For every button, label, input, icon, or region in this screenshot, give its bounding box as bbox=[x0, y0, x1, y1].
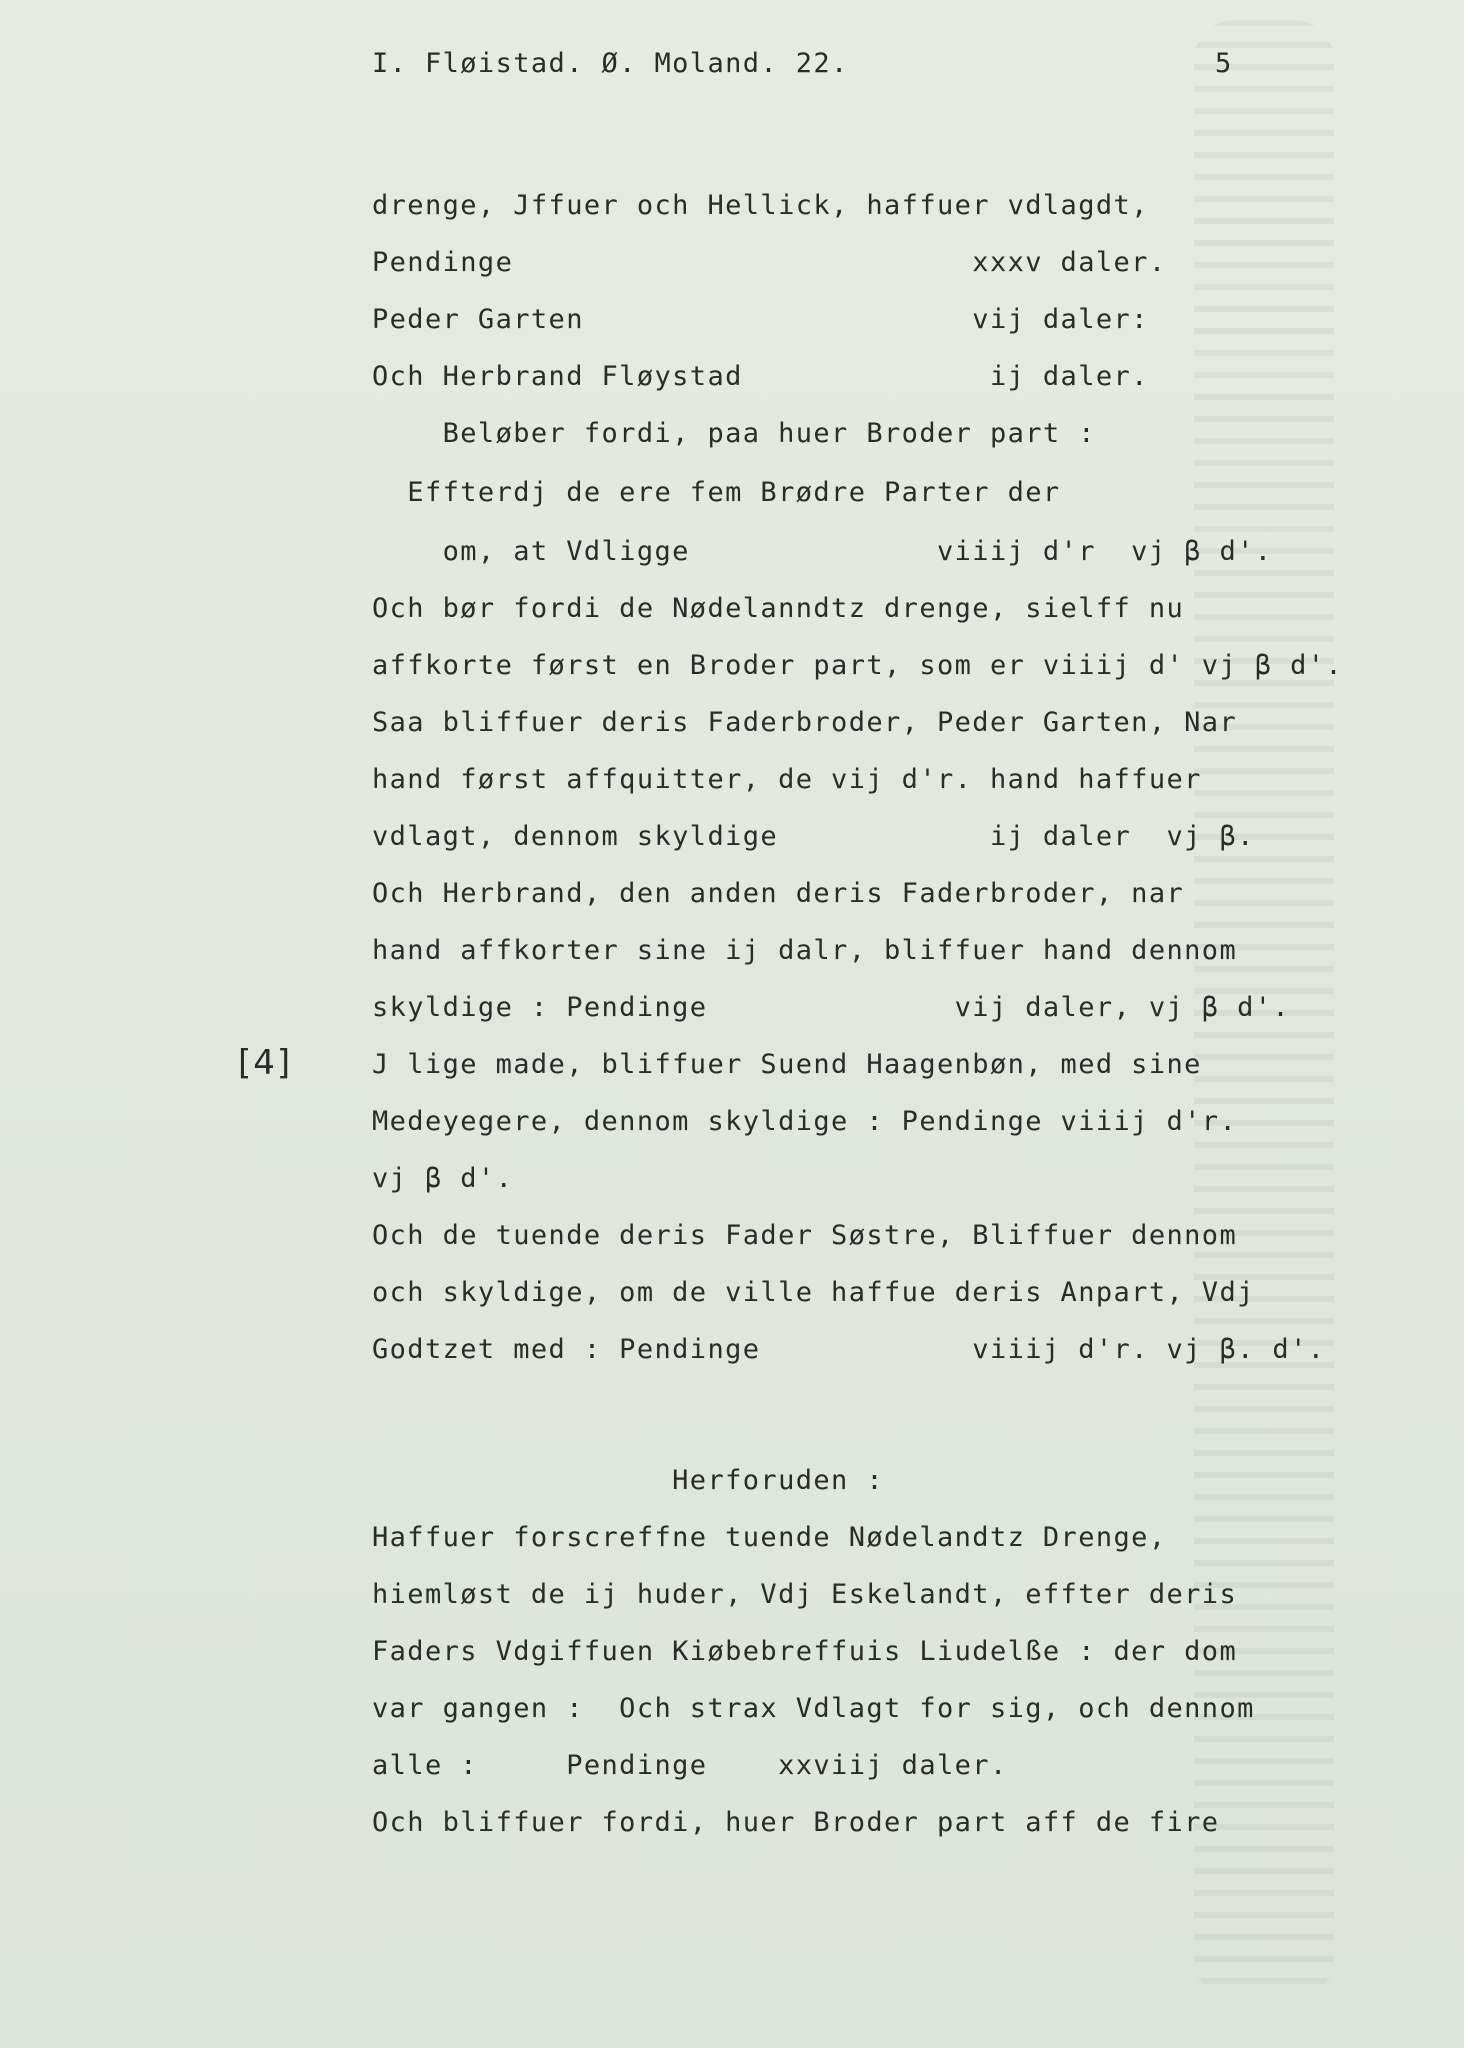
text-line: Godtzet med : Pendinge viiij d'r. vj β. d'. bbox=[372, 1334, 1326, 1365]
text-line: Faders Vdgiffuen Kiøbebreffuis Liudelße : der dom bbox=[372, 1636, 1238, 1667]
text-line: skyldige : Pendinge vij daler, vj β d'. bbox=[372, 992, 1291, 1023]
text-line: Och Herbrand Fløystad ij daler. bbox=[372, 361, 1149, 392]
text-line: hand først affquitter, de vij d'r. hand haffuer bbox=[372, 764, 1202, 795]
text-line: drenge, Jffuer och Hellick, haffuer vdlagdt, bbox=[372, 190, 1149, 221]
text-line: Saa bliffuer deris Faderbroder, Peder Garten, Nar bbox=[372, 707, 1238, 738]
text-line: och skyldige, om de ville haffue deris Anpart, Vdj bbox=[372, 1277, 1255, 1308]
text-line: Haffuer forscreffne tuende Nødelandtz Drenge, bbox=[372, 1522, 1167, 1553]
text-line: affkorte først en Broder part, som er viiij d' vj β d'. bbox=[372, 650, 1344, 681]
text-line: vdlagt, dennom skyldige ij daler vj β. bbox=[372, 821, 1255, 852]
text-line: vj β d'. bbox=[372, 1163, 514, 1194]
text-line: Peder Garten vij daler: bbox=[372, 304, 1149, 335]
text-line: Effterdj de ere fem Brødre Parter der bbox=[372, 477, 1061, 508]
text-line: hand affkorter sine ij dalr, bliffuer hand dennom bbox=[372, 935, 1238, 966]
text-line: Och de tuende deris Fader Søstre, Bliffuer dennom bbox=[372, 1220, 1238, 1251]
text-line: Och bliffuer fordi, huer Broder part aff de fire bbox=[372, 1807, 1220, 1838]
page-number: 5 bbox=[1215, 48, 1233, 79]
text-line: Pendinge xxxv daler. bbox=[372, 247, 1167, 278]
page-header-title: I. Fløistad. Ø. Moland. 22. bbox=[372, 48, 849, 79]
text-line: alle : Pendinge xxviij daler. bbox=[372, 1750, 1008, 1781]
text-line: Och Herbrand, den anden deris Faderbroder, nar bbox=[372, 878, 1185, 909]
text-line: hiemløst de ij huder, Vdj Eskelandt, effter deris bbox=[372, 1579, 1238, 1610]
text-line: J lige made, bliffuer Suend Haagenbøn, med sine bbox=[372, 1049, 1202, 1080]
text-line: om, at Vdligge viiij d'r vj β d'. bbox=[372, 536, 1273, 567]
text-line: var gangen : Och strax Vdlagt for sig, och dennom bbox=[372, 1693, 1255, 1724]
text-line: Beløber fordi, paa huer Broder part : bbox=[372, 418, 1096, 449]
text-line: Och bør fordi de Nødelanndtz drenge, sielff nu bbox=[372, 593, 1185, 624]
text-line: Medeyegere, dennom skyldige : Pendinge viiij d'r. bbox=[372, 1106, 1238, 1137]
margin-annotation: [4] bbox=[238, 1043, 293, 1083]
section-heading: Herforuden : bbox=[372, 1465, 885, 1496]
